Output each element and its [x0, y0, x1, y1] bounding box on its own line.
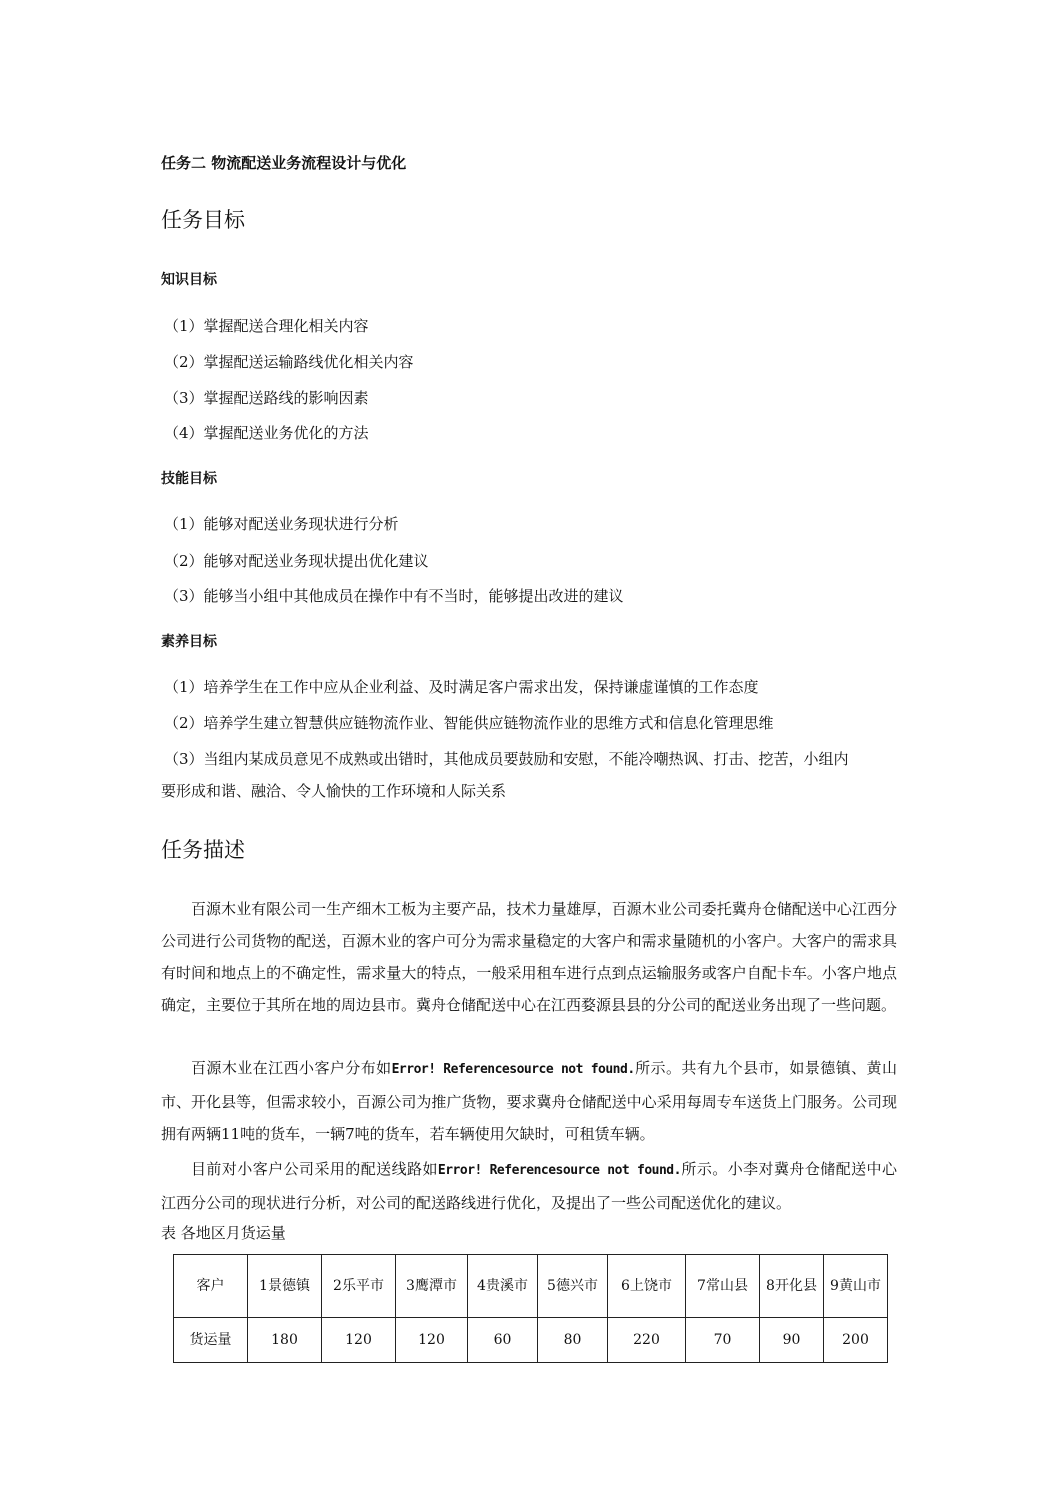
customer-cell: 6上饶市 [608, 1255, 686, 1318]
volume-cell: 220 [608, 1318, 686, 1363]
customer-cell: 1景德镇 [248, 1255, 322, 1318]
volume-cell: 120 [396, 1318, 468, 1363]
customer-cell: 8开化县 [760, 1255, 824, 1318]
description-paragraph-1: 百源木业有限公司一生产细木工板为主要产品，技术力量雄厚，百源木业公司委托冀舟仓储配送中心江西分公司进行公司货物的配送，百源木业的客户可分为需求量稳定的大客户和需求量随机的小客户。大客户的需求具有时间和地点上的不确定性，需求量大的特点，一般采用租车进行点到点运输服务或客户自配卡车。小客户地点确定，主要位于其所在地的周边县市。冀舟仓储配送中心在江西婺源县县的分公司的配送业务出现了一些问题。 [161, 900, 897, 1014]
task-title: 任务二 物流配送业务流程设计与优化 [161, 154, 407, 172]
row-label-cell: 货运量 [174, 1318, 248, 1363]
customer-cell: 7常山县 [686, 1255, 760, 1318]
description-heading: 任务描述 [161, 838, 245, 862]
table-row [174, 1318, 888, 1363]
freight-volume-table [173, 1254, 888, 1363]
customer-cell: 4贵溪市 [468, 1255, 538, 1318]
reference-error: Error! Referencesource not found. [391, 1062, 635, 1077]
volume-cell: 200 [824, 1318, 888, 1363]
header-label-cell: 客户 [174, 1255, 248, 1318]
knowledge-goal-item: （3）掌握配送路线的影响因素 [164, 389, 369, 407]
quality-goal-item: （1）培养学生在工作中应从企业利益、及时满足客户需求出发，保持谦虚谨慎的工作态度 [164, 678, 759, 696]
volume-cell: 180 [248, 1318, 322, 1363]
customer-cell: 2乐平市 [322, 1255, 396, 1318]
quality-goal-item: （3）当组内某成员意见不成熟或出错时，其他成员要鼓励和安慰，不能冷嘲热讽、打击、挖苦，小组内 [164, 750, 849, 768]
knowledge-goals-heading: 知识目标 [161, 272, 217, 288]
volume-cell: 90 [760, 1318, 824, 1363]
volume-cell: 120 [322, 1318, 396, 1363]
reference-error: Error! Referencesource not found. [437, 1163, 681, 1178]
skill-goal-item: （2）能够对配送业务现状提出优化建议 [164, 552, 429, 570]
customer-cell: 3鹰潭市 [396, 1255, 468, 1318]
description-paragraph-2: 百源木业在江西小客户分布如Error! Referencesource not found.所示。共有九个县市，如景德镇、黄山市、开化县等，但需求较小，百源公司为推广货物，要求冀舟仓储配送中心采用每周专车送货上门服务。公司现拥有两辆11吨的货车，一辆7吨的货车，若车辆使用欠缺时，可租赁车辆。 [161, 1059, 897, 1143]
skill-goal-item: （1）能够对配送业务现状进行分析 [164, 515, 399, 533]
table-row [174, 1255, 888, 1318]
knowledge-goal-item: （4）掌握配送业务优化的方法 [164, 424, 369, 442]
volume-cell: 70 [686, 1318, 760, 1363]
skill-goals-heading: 技能目标 [161, 471, 217, 487]
knowledge-goal-item: （1）掌握配送合理化相关内容 [164, 317, 369, 335]
knowledge-goal-item: （2）掌握配送运输路线优化相关内容 [164, 353, 414, 371]
skill-goal-item: （3）能够当小组中其他成员在操作中有不当时，能够提出改进的建议 [164, 587, 624, 605]
volume-cell: 60 [468, 1318, 538, 1363]
customer-cell: 5德兴市 [538, 1255, 608, 1318]
volume-cell: 80 [538, 1318, 608, 1363]
customer-cell: 9黄山市 [824, 1255, 888, 1318]
quality-goal-item-continued: 要形成和谐、融洽、令人愉快的工作环境和人际关系 [161, 782, 507, 800]
description-paragraph-3: 目前对小客户公司采用的配送线路如Error! Referencesource not found.所示。小李对冀舟仓储配送中心江西分公司的现状进行分析，对公司的配送路线进行优化，及提出了一些公司配送优化的建议。 [161, 1160, 897, 1212]
goals-heading: 任务目标 [161, 208, 245, 232]
quality-goal-item: （2）培养学生建立智慧供应链物流作业、智能供应链物流作业的思维方式和信息化管理思维 [164, 714, 774, 732]
quality-goals-heading: 素养目标 [161, 634, 217, 650]
table-caption: 表 各地区月货运量 [161, 1224, 286, 1242]
